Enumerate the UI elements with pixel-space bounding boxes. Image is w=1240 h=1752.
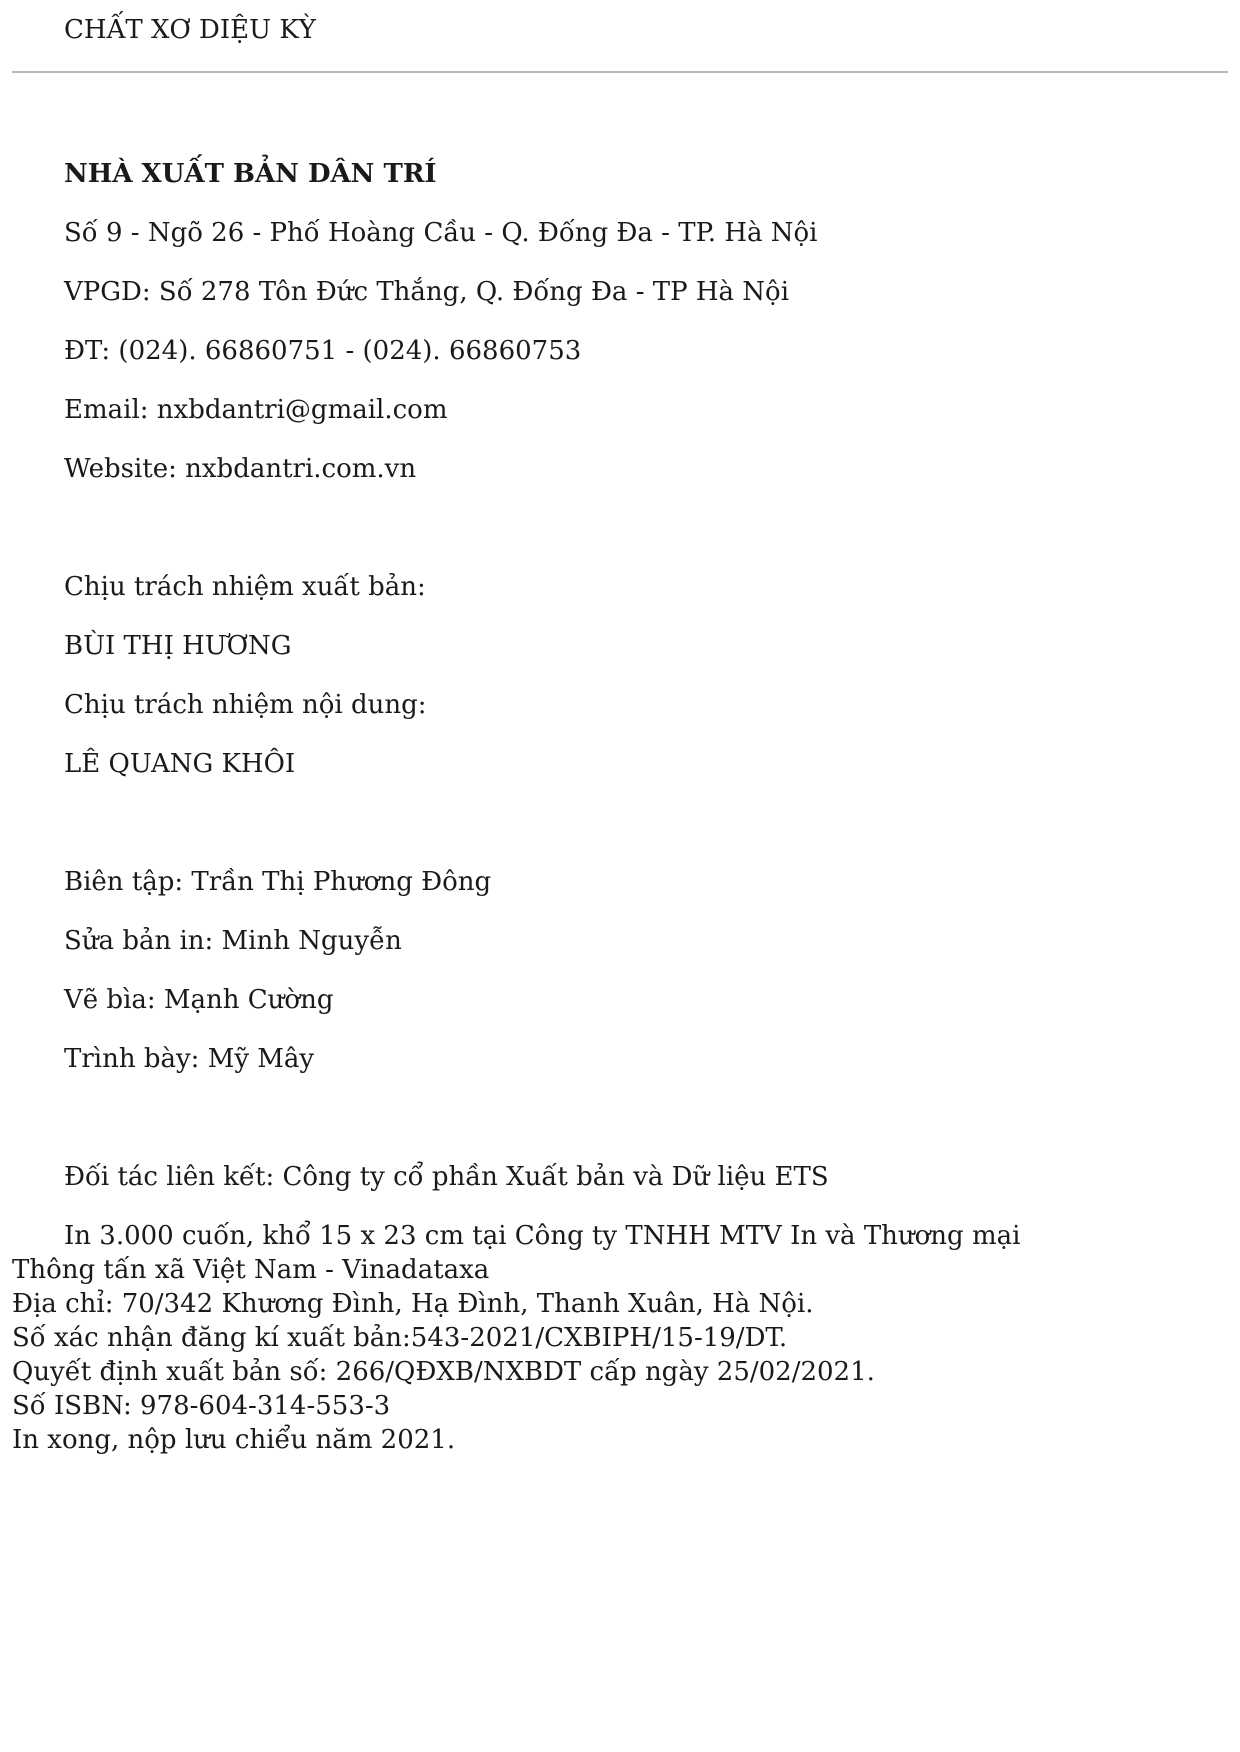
publisher-email: Email: nxbdantri@gmail.com <box>64 395 448 425</box>
publisher-phone: ĐT: (024). 66860751 - (024). 66860753 <box>64 336 582 366</box>
colophon-line: Số ISBN: 978-604-314-553-3 <box>12 1391 391 1421</box>
publisher-address: Số 9 - Ngõ 26 - Phố Hoàng Cầu - Q. Đống Đa - TP. Hà Nội <box>64 218 818 248</box>
publishing-responsibility-name: BÙI THỊ HƯƠNG <box>64 631 292 661</box>
credit-proofreader: Sửa bản in: Minh Nguyễn <box>64 926 402 956</box>
header-divider <box>12 71 1228 73</box>
colophon-print-run: In 3.000 cuốn, khổ 15 x 23 cm tại Công ty TNHH MTV In và Thương mại <box>64 1221 1021 1251</box>
colophon-line: Quyết định xuất bản số: 266/QĐXB/NXBDT cấp ngày 25/02/2021. <box>12 1357 875 1387</box>
running-header: CHẤT XƠ DIỆU KỲ <box>64 15 316 45</box>
colophon-partner: Đối tác liên kết: Công ty cổ phần Xuất bản và Dữ liệu ETS <box>64 1162 829 1192</box>
colophon-line: In xong, nộp lưu chiểu năm 2021. <box>12 1425 456 1455</box>
credit-cover: Vẽ bìa: Mạnh Cường <box>64 985 334 1015</box>
publisher-website: Website: nxbdantri.com.vn <box>64 454 417 484</box>
publisher-office: VPGD: Số 278 Tôn Đức Thắng, Q. Đống Đa - TP Hà Nội <box>64 277 790 307</box>
content-responsibility-label: Chịu trách nhiệm nội dung: <box>64 690 427 720</box>
colophon-line: Địa chỉ: 70/342 Khương Đình, Hạ Đình, Thanh Xuân, Hà Nội. <box>12 1289 814 1319</box>
credit-layout: Trình bày: Mỹ Mây <box>64 1044 315 1074</box>
colophon-line: Số xác nhận đăng kí xuất bản:543-2021/CXBIPH/15-19/DT. <box>12 1323 788 1353</box>
content-responsibility-name: LÊ QUANG KHÔI <box>64 749 296 779</box>
colophon-line: Thông tấn xã Việt Nam - Vinadataxa <box>12 1255 490 1285</box>
publishing-responsibility-label: Chịu trách nhiệm xuất bản: <box>64 572 426 602</box>
credit-editor: Biên tập: Trần Thị Phương Đông <box>64 867 492 897</box>
publisher-name: NHÀ XUẤT BẢN DÂN TRÍ <box>64 159 437 189</box>
